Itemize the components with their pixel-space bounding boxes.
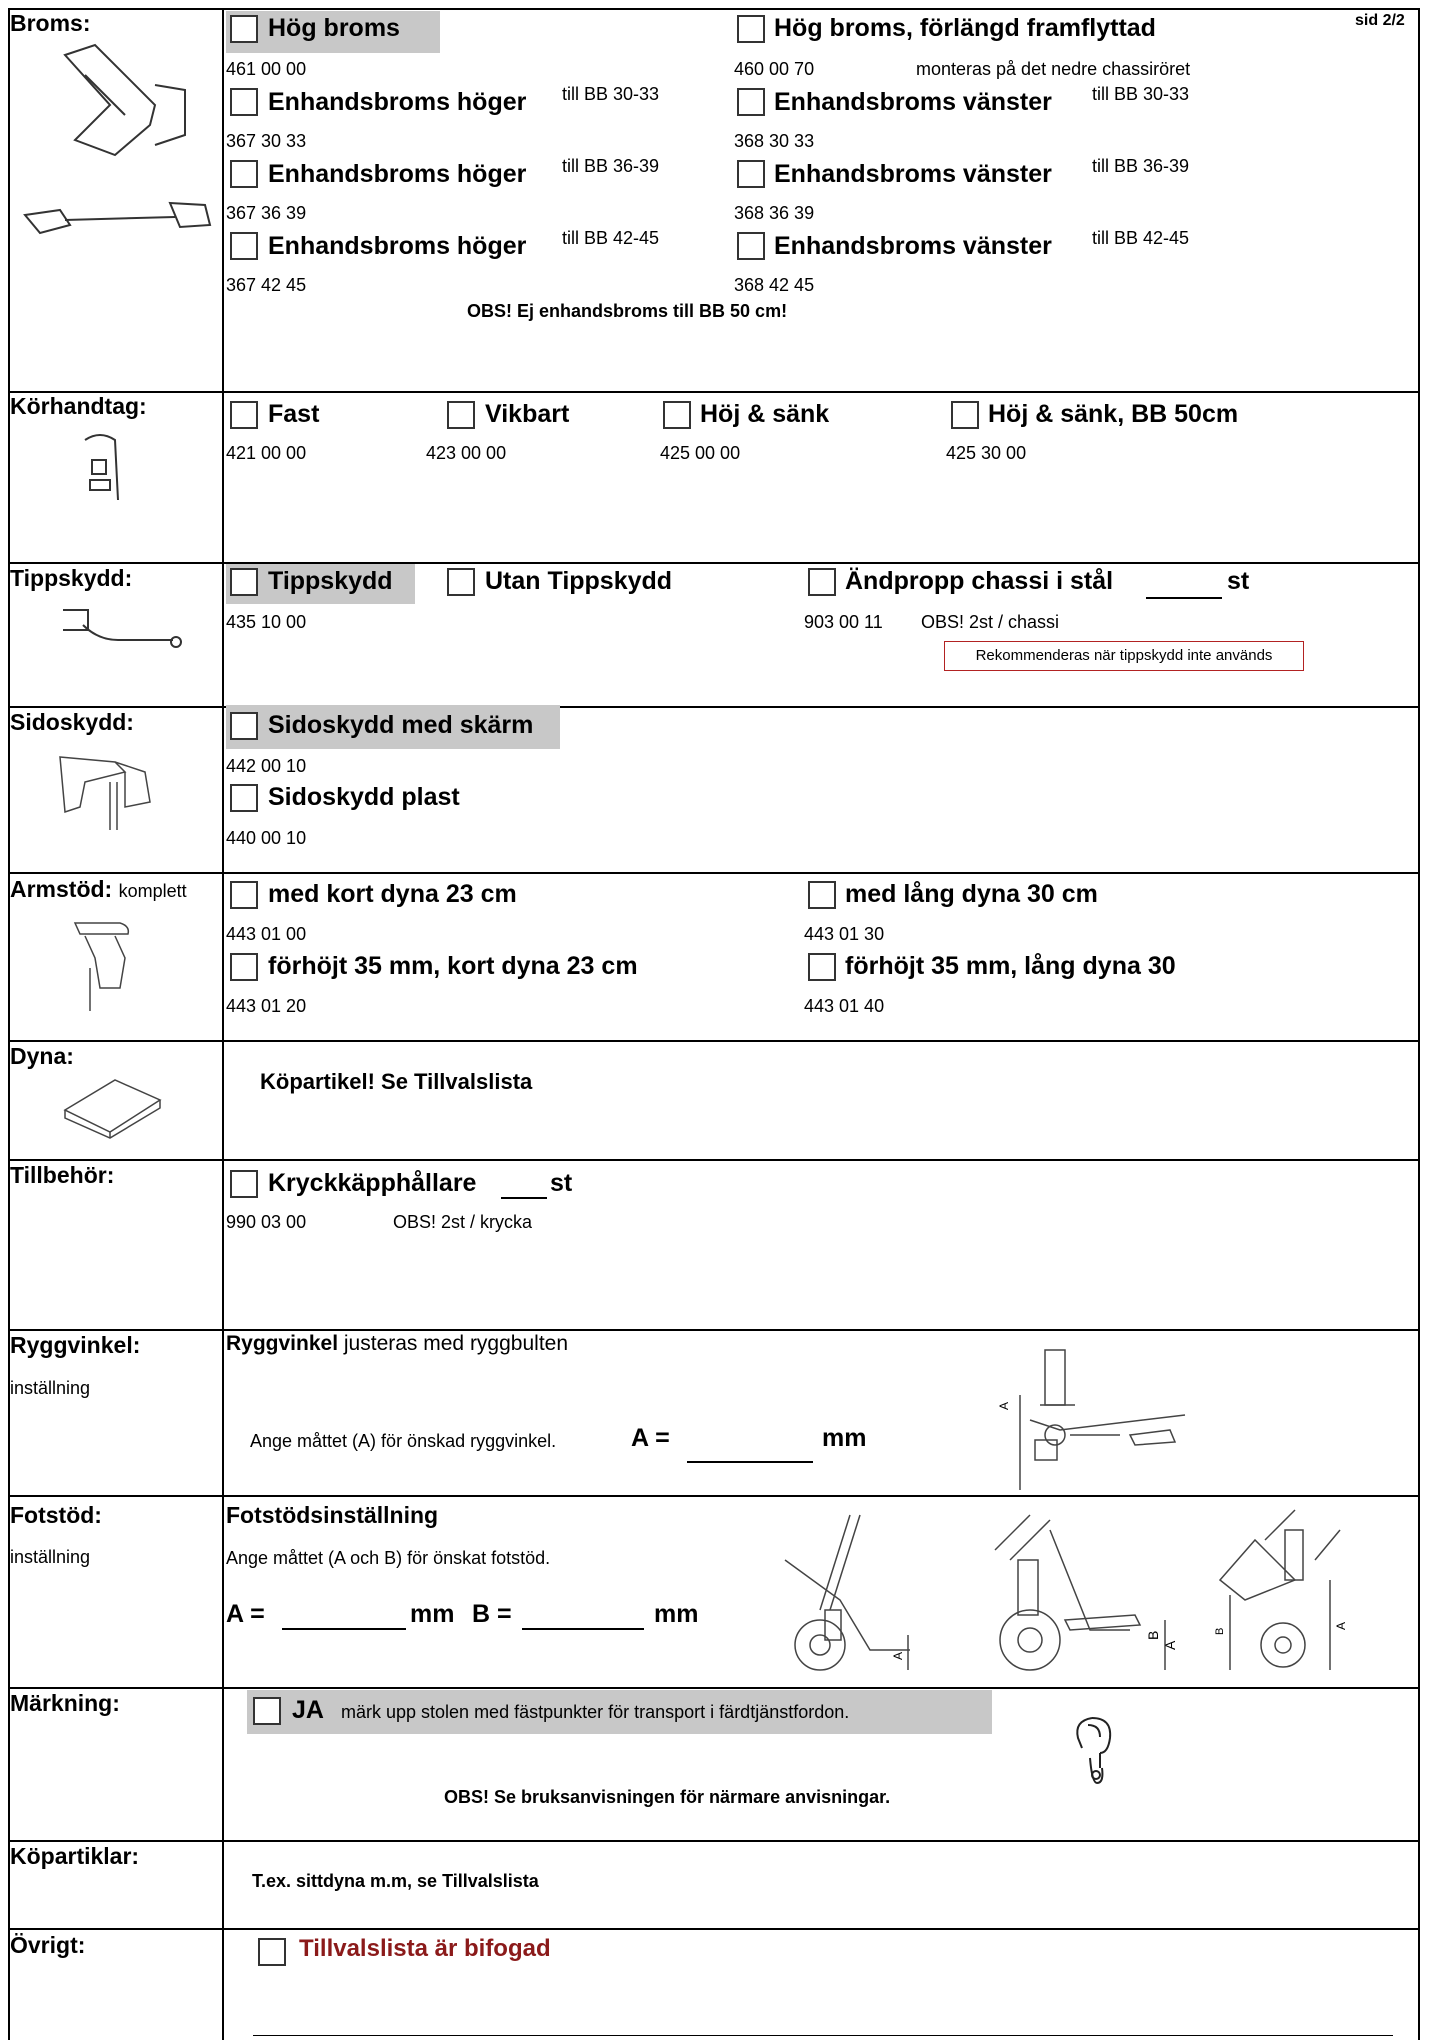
option-label: Vikbart [485,400,570,428]
size-range: till BB 30-33 [562,84,660,104]
article-code: 990 03 00 [226,1212,307,1232]
section-heading-kopartiklar: Köpartiklar: [10,1843,140,1869]
section-heading-fotstod: Fotstöd: [10,1502,102,1528]
fotstod-title: Fotstödsinställning [226,1502,439,1528]
b-value-field[interactable] [522,1628,644,1630]
a-value-field[interactable] [282,1628,406,1630]
section-heading-tippskydd: Tippskydd: [10,565,133,591]
dyna-text: Köpartikel! Se Tillvalslista [260,1069,533,1094]
checkbox-enhandsbroms-hoger-36[interactable] [230,160,258,188]
option-label: Kryckkäpphållare [268,1169,477,1197]
checkbox-sidoskydd-skarm[interactable] [230,712,258,740]
article-code: 442 00 10 [226,756,307,776]
checkbox-arm-forhojt-kort[interactable] [230,953,258,981]
checkbox-hog-broms[interactable] [230,15,258,43]
unit-mm: mm [410,1600,455,1628]
title-rest: justeras med ryggbulten [343,1332,569,1355]
heading-sub: komplett [118,881,187,901]
section-heading-ovrigt: Övrigt: [10,1932,86,1958]
section-heading-sidoskydd: Sidoskydd: [10,709,134,735]
article-code: 443 01 00 [226,924,307,944]
row-divider [8,562,1420,564]
option-label: Höj & sänk, BB 50cm [988,400,1239,428]
diagram-label-a: A [891,1651,905,1660]
notes-line[interactable] [253,2035,1393,2036]
checkbox-kryckkapphallare[interactable] [230,1170,258,1198]
footrest-diagram-2 [990,1510,1190,1675]
heading-sub: inställning [10,1547,91,1567]
quantity-unit: st [1227,567,1250,595]
checkbox-vikbart[interactable] [447,401,475,429]
side-guard-illustration [55,752,155,832]
row-divider [8,1329,1420,1331]
heading-sub: inställning [10,1378,91,1398]
article-code: 368 36 39 [734,203,815,223]
diagram-label-b: B [1214,1627,1226,1635]
quantity-field[interactable] [501,1197,547,1199]
section-heading-markning: Märkning: [10,1690,120,1716]
a-label: A = [631,1424,670,1452]
unit-mm: mm [654,1600,699,1628]
size-range: till BB 36-39 [562,156,660,176]
checkbox-andpropp[interactable] [808,568,836,596]
table-border-right [1418,8,1420,2040]
markning-note: OBS! Se bruksanvisningen för närmare anvisningar. [444,1787,891,1807]
page-label: sid 2/2 [1355,12,1405,29]
diagram-label-a: A [997,1401,1011,1410]
option-label: Enhandsbroms vänster [774,88,1052,116]
table-border-top [8,8,1420,10]
checkbox-arm-lang[interactable] [808,881,836,909]
b-label: B = [472,1600,512,1628]
checkbox-enhandsbroms-vanster-30[interactable] [737,88,765,116]
unit-mm: mm [822,1424,867,1452]
option-label: Enhandsbroms höger [268,232,527,260]
section-heading-armstod [10,876,187,903]
size-range: till BB 42-45 [562,228,660,248]
article-code: 367 30 33 [226,131,307,151]
cushion-illustration [60,1070,165,1140]
option-label: förhöjt 35 mm, lång dyna 30 [845,952,1176,980]
size-range: till BB 30-33 [1092,84,1190,104]
option-label: Sidoskydd med skärm [268,711,534,739]
option-label: Utan Tippskydd [485,567,673,595]
section-heading-tillbehor: Tillbehör: [10,1162,115,1188]
checkbox-hog-broms-forlangd[interactable] [737,15,765,43]
option-label: Enhandsbroms höger [268,88,527,116]
option-label: Tippskydd [268,567,393,595]
size-range: till BB 42-45 [1092,228,1190,248]
tillbehor-note: OBS! 2st / krycka [393,1212,533,1232]
kopartiklar-text: T.ex. sittdyna m.m, se Tillvalslista [252,1871,539,1891]
article-code: 421 00 00 [226,443,307,463]
ryggvinkel-title [226,1332,568,1356]
checkbox-hoj-sank-bb50[interactable] [951,401,979,429]
row-divider [8,1495,1420,1497]
a-label: A = [226,1600,265,1628]
checkbox-utan-tippskydd[interactable] [447,568,475,596]
quantity-unit: st [550,1169,573,1197]
heading-text: Armstöd: [10,876,113,902]
option-label: Höj & sänk [700,400,830,428]
a-value-field[interactable] [687,1461,813,1463]
checkbox-arm-kort[interactable] [230,881,258,909]
row-divider [8,1840,1420,1842]
row-divider [8,1159,1420,1161]
option-label: Enhandsbroms vänster [774,232,1052,260]
armrest-illustration [70,918,140,1013]
article-code: 368 42 45 [734,275,815,295]
markning-text: märk upp stolen med fästpunkter för transport i färdtjänstfordon. [341,1702,850,1722]
article-code: 440 00 10 [226,828,307,848]
article-code: 460 00 70 [734,59,815,79]
hook-icon [1072,1713,1117,1788]
backrest-angle-diagram [997,1350,1190,1490]
option-label: Hög broms [268,14,400,42]
row-divider [8,1928,1420,1930]
section-heading-korhandtag: Körhandtag: [10,393,147,419]
article-code: 425 30 00 [946,443,1027,463]
quantity-field[interactable] [1146,597,1222,599]
article-code: 423 00 00 [426,443,507,463]
brake-warning: OBS! Ej enhandsbroms till BB 50 cm! [467,301,788,321]
checkbox-arm-forhojt-lang[interactable] [808,953,836,981]
push-handle-illustration [80,430,140,505]
article-code: 367 36 39 [226,203,307,223]
article-code: 443 01 30 [804,924,885,944]
section-heading-ryggvinkel: Ryggvinkel: [10,1332,141,1358]
option-label: Tillvalslista är bifogad [299,1935,551,1962]
article-code: 903 00 11 [804,612,883,632]
checkbox-tippskydd[interactable] [230,568,258,596]
fotstod-instruction: Ange måttet (A och B) för önskat fotstöd. [226,1548,551,1568]
single-hand-brake-illustration [20,195,215,245]
checkbox-sidoskydd-plast[interactable] [230,784,258,812]
footrest-diagram-1 [780,1510,920,1675]
diagram-label-b: B [1145,1630,1161,1640]
article-code: 461 00 00 [226,59,307,79]
article-code: 368 30 33 [734,131,815,151]
checkbox-hoj-sank[interactable] [663,401,691,429]
article-code: 443 01 40 [804,996,885,1016]
article-code: 367 42 45 [226,275,307,295]
andpropp-note: OBS! 2st / chassi [921,612,1060,632]
footrest-diagram-3 [1215,1510,1365,1675]
option-label: Fast [268,400,320,428]
diagram-label-a: A [1334,1621,1348,1630]
option-label: JA [292,1696,324,1724]
recommend-box: Rekommenderas när tippskydd inte används [944,641,1304,671]
anti-tip-illustration [58,605,188,655]
title-bold: Ryggvinkel [226,1332,339,1355]
option-label: Ändpropp chassi i stål [845,567,1114,595]
row-divider [8,1687,1420,1689]
article-code: 443 01 20 [226,996,307,1016]
checkbox-fast[interactable] [230,401,258,429]
option-label: Enhandsbroms vänster [774,160,1052,188]
checkbox-enhandsbroms-vanster-42[interactable] [737,232,765,260]
mounting-note: monteras på det nedre chassiröret [916,59,1191,79]
article-code: 435 10 00 [226,612,307,632]
option-label: Sidoskydd plast [268,783,460,811]
section-heading-dyna: Dyna: [10,1043,74,1069]
checkbox-markning-ja[interactable] [253,1697,281,1725]
checkbox-enhandsbroms-hoger-30[interactable] [230,88,258,116]
row-divider [8,391,1420,393]
size-range: till BB 36-39 [1092,156,1190,176]
option-label: med lång dyna 30 cm [845,880,1098,908]
checkbox-enhandsbroms-hoger-42[interactable] [230,232,258,260]
ryggvinkel-instruction: Ange måttet (A) för önskad ryggvinkel. [250,1431,557,1451]
brake-illustration [55,45,195,165]
option-label: förhöjt 35 mm, kort dyna 23 cm [268,952,638,980]
row-divider [8,706,1420,708]
column-divider [222,8,224,2040]
row-divider [8,872,1420,874]
option-label: Enhandsbroms höger [268,160,527,188]
checkbox-enhandsbroms-vanster-36[interactable] [737,160,765,188]
checkbox-tillvalslista[interactable] [258,1938,286,1966]
section-heading-broms: Broms: [10,10,91,36]
option-label: Hög broms, förlängd framflyttad [774,14,1156,42]
row-divider [8,1040,1420,1042]
option-label: med kort dyna 23 cm [268,880,517,908]
table-border-left [8,8,10,2040]
article-code: 425 00 00 [660,443,741,463]
diagram-label-a: A [1162,1640,1178,1650]
